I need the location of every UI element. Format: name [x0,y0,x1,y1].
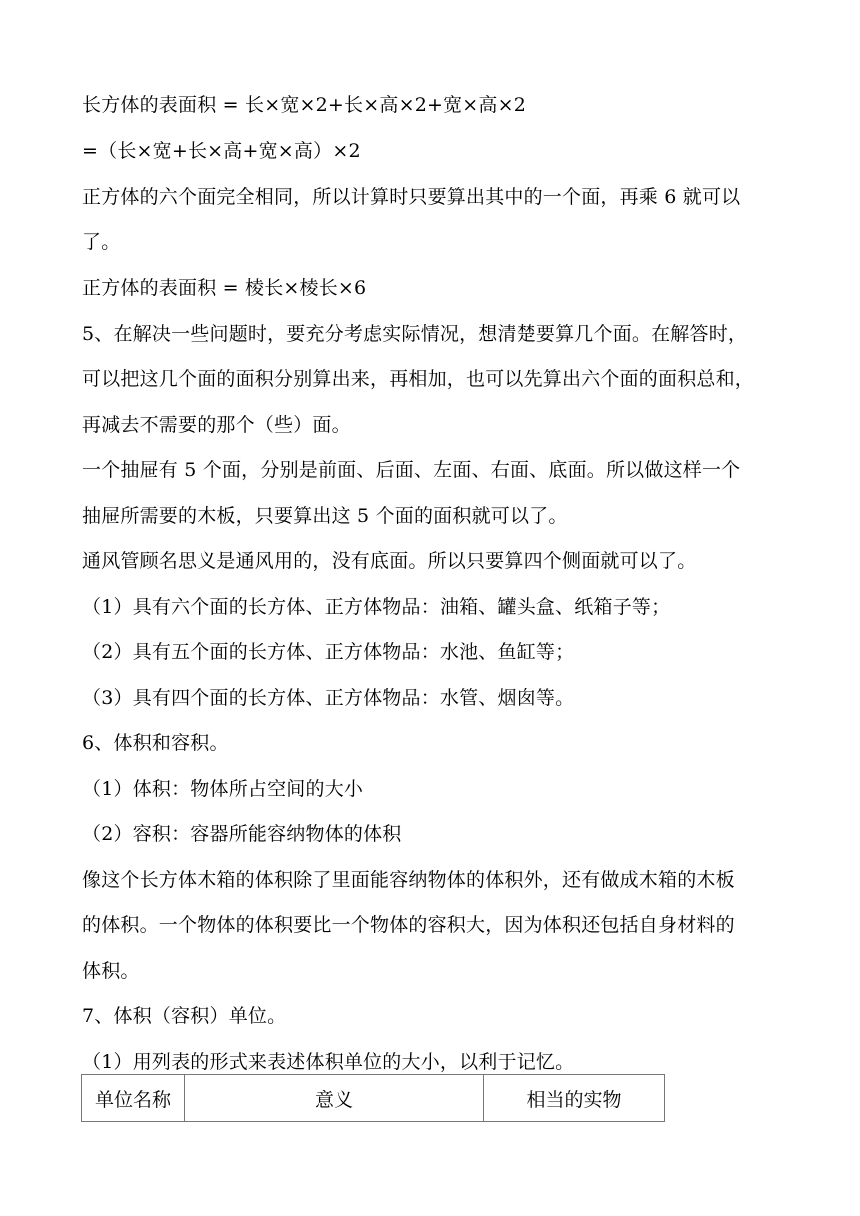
text-line-cube-surface-formula: 正方体的表面积 = 棱长×棱长×6 [82,277,367,299]
table-header-row [82,1075,665,1122]
volume-units-table [81,1074,665,1122]
table-header-meaning: 意义 [185,1075,484,1122]
text-line-section-6-heading: 6、体积和容积。 [82,732,229,754]
text-line-cube-faces-1: 正方体的六个面完全相同，所以计算时只要算出其中的一个面，再乘 6 就可以 [82,186,741,208]
text-line-table-intro: （1）用列表的形式来表述体积单位的大小，以利于记忆。 [82,1051,575,1073]
text-line-section-5-3: 再减去不需要的那个（些）面。 [82,414,351,436]
text-line-cuboid-surface-formula: 长方体的表面积 = 长×宽×2+长×高×2+宽×高×2 [82,94,527,116]
text-line-section-7-heading: 7、体积（容积）单位。 [82,1005,287,1027]
text-line-six-faces-items: （1）具有六个面的长方体、正方体物品：油箱、罐头盒、纸箱子等； [82,596,671,618]
text-line-four-faces-items: （3）具有四个面的长方体、正方体物品：水管、烟囱等。 [82,687,575,709]
table-header-equivalent-object: 相当的实物 [484,1075,665,1122]
text-line-volume-definition: （1）体积：物体所占空间的大小 [82,778,364,800]
text-line-drawer-2: 抽屉所需要的木板，只要算出这 5 个面的面积就可以了。 [82,505,568,527]
text-line-wooden-box-1: 像这个长方体木箱的体积除了里面能容纳物体的体积外，还有做成木箱的木板 [82,869,735,891]
text-line-drawer-1: 一个抽屉有 5 个面，分别是前面、后面、左面、右面、底面。所以做这样一个 [82,459,741,481]
text-line-vent-pipe: 通风管顾名思义是通风用的，没有底面。所以只要算四个侧面就可以了。 [82,550,697,572]
text-line-wooden-box-3: 体积。 [82,960,140,982]
text-line-cuboid-surface-formula-alt: =（长×宽+长×高+宽×高）×2 [82,140,361,162]
table-header-unit-name: 单位名称 [82,1075,185,1122]
text-line-wooden-box-2: 的体积。一个物体的体积要比一个物体的容积大，因为体积还包括自身材料的 [82,914,735,936]
text-line-section-5-1: 5、在解决一些问题时，要充分考虑实际情况，想清楚要算几个面。在解答时， [82,323,748,345]
text-line-five-faces-items: （2）具有五个面的长方体、正方体物品：水池、鱼缸等； [82,641,575,663]
text-line-capacity-definition: （2）容积：容器所能容纳物体的体积 [82,823,402,845]
text-line-section-5-2: 可以把这几个面的面积分别算出来，再相加，也可以先算出六个面的面积总和， [82,368,755,390]
text-line-cube-faces-2: 了。 [82,231,121,253]
